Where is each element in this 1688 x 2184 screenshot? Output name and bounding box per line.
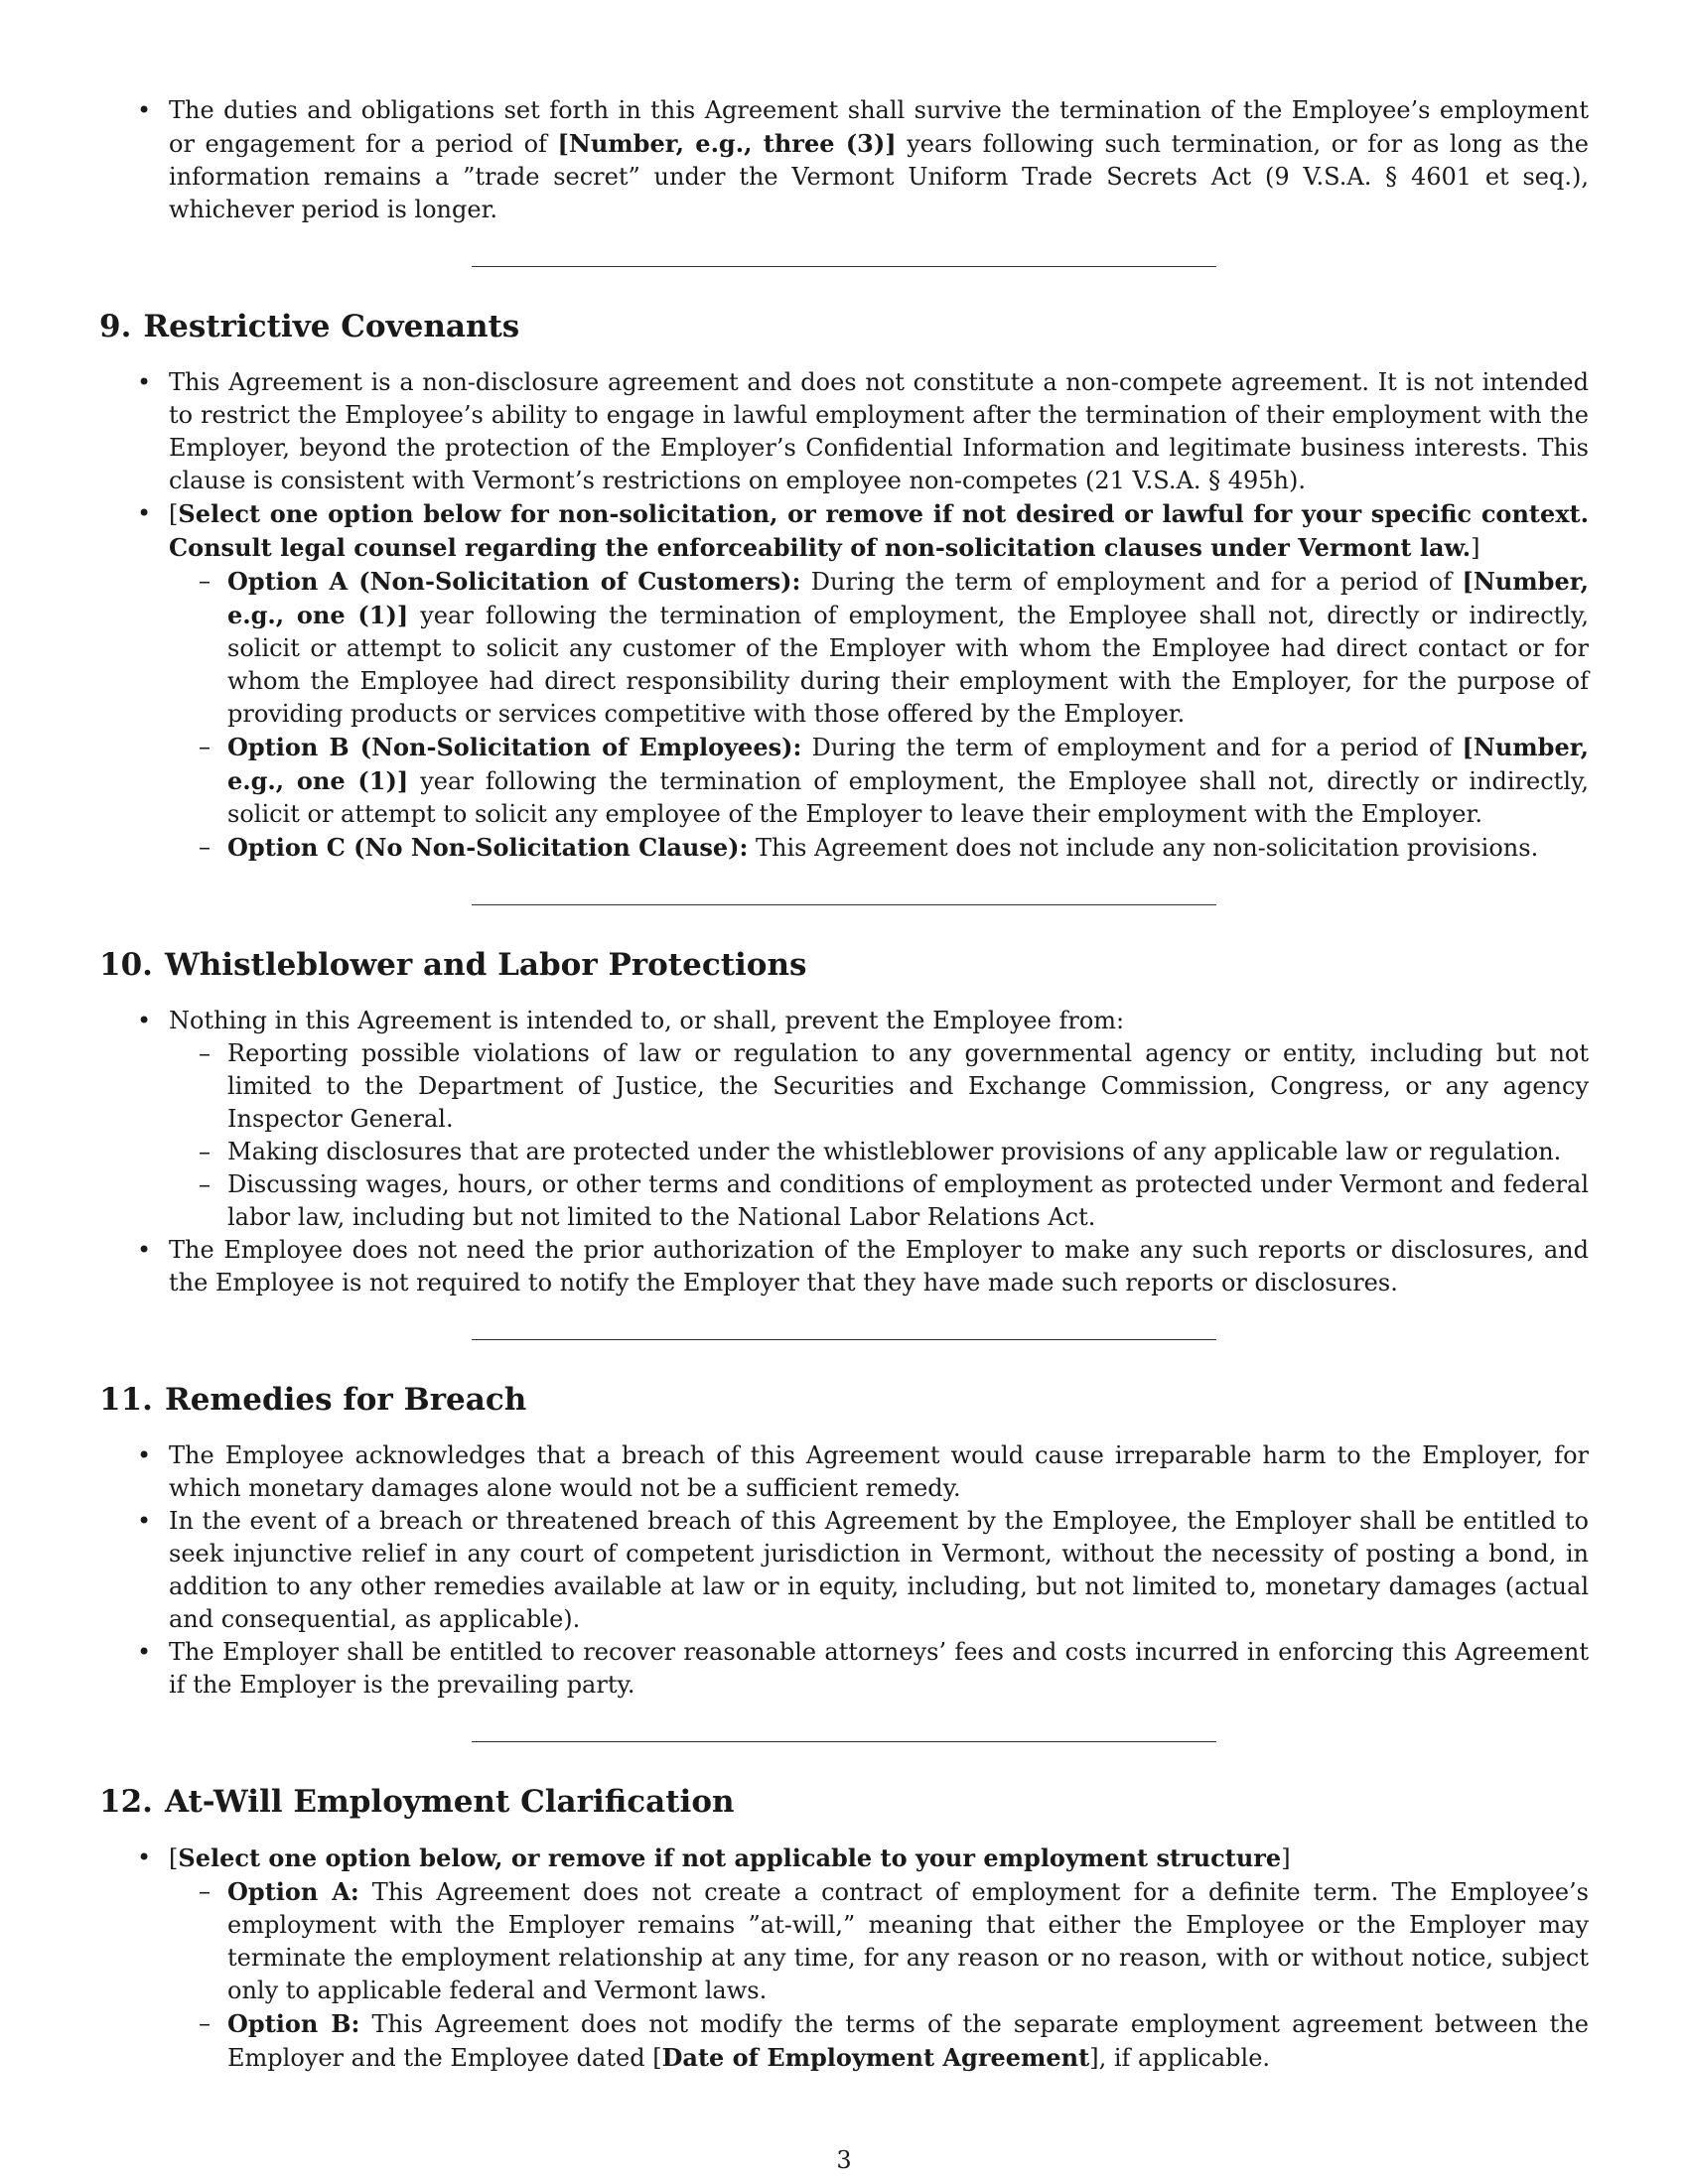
list-item: – Reporting possible violations of law or regulation to any governmental agency or entity, including but not limited to the Department of Justice, the Securities and Exchange Commission, Congress, or any agency Inspector General. [169,1037,1589,1136]
section-divider [472,1339,1216,1340]
section-12-options [169,1875,1589,2075]
list-item: • Nothing in this Agreement is intended to, or shall, prevent the Employee from: – Reporting possible violations of law or regulation to any governmental agency or entity, including but not limited to the Department of Justice, the Securities and Exchange Commission, Congress, or any agency Inspector General. – Making disclosures that are protected under the whistleblower provisions of any applicable law or regulation. – Discussing wages, hours, or other terms and conditions of employment as protected under Vermont and federal labor law, including but not limited to the National Labor Relations Act. [99,1005,1589,1234]
section-9-options [169,565,1589,865]
section-heading-11: 11. Remedies for Breach [99,1382,527,1418]
option-a: – Option A: This Agreement does not create a contract of employment for a definite term. The Employee’s employment with the Employer remains ”at-will,” meaning that either the Employee or the Employer may terminate the employment relationship at any time, for any reason or no reason, with or without notice, subject only to applicable federal and Vermont laws. [169,1875,1589,2007]
placeholder-bracket: [Number, e.g., three (3)] [557,129,897,158]
document-page [99,94,1589,2075]
list-item: • [Select one option below for non-solicitation, or remove if not desired or lawful for your specific context. Consult legal counsel regarding the enforceability of non-solicitation clauses under Vermont law.] – Option A (Non-Solicitation of Customers): During the term of employment and for a period of [Number, e.g., one (1)] year following the termination of employment, the Employee shall not, directly or indirectly, solicit or attempt to solicit any customer of the Employer with whom the Employee had direct contact or for whom the Employee had direct responsibility during their employment with the Employer, for the purpose of providing products or services competitive with those offered by the Employer. – Option B (Non-Solicitation of Employees): During the term of employment and for a period of [Number, e.g., one (1)] year following the termination of employment, the Employee shall not, directly or indirectly, solicit or attempt to solicit any employee of the Employer to leave their employment with the Employer. – Option C (No Non-Solicitation Clause): This Agreement does not include any non-solicitation provisions. [99,497,1589,865]
list-item: • The Employee acknowledges that a breach of this Agreement would cause irreparable harm to the Employer, for which monetary damages alone would not be a sufficient remedy. [99,1439,1589,1505]
list-item: • This Agreement is a non-disclosure agreement and does not constitute a non-compete agreement. It is not intended to restrict the Employee’s ability to engage in lawful employment after the termination of their employment with the Employer, beyond the protection of the Employer’s Confidential Information and legitimate business interests. This clause is consistent with Vermont’s restrictions on employee non-competes (21 V.S.A. § 495h). [99,366,1589,497]
list-item: • [Select one option below, or remove if not applicable to your employment structure] – Option A: This Agreement does not create a contract of employment for a definite term. The Employee’s employment with the Employer remains ”at-will,” meaning that either the Employee or the Employer may terminate the employment relationship at any time, for any reason or no reason, with or without notice, subject only to applicable federal and Vermont laws. – Option B: This Agreement does not modify the terms of the separate employment agreement between the Employer and the Employee dated [Date of Employment Agreement], if applicable. [99,1842,1589,2075]
list-item: • In the event of a breach or threatened breach of this Agreement by the Employee, the Employer shall be entitled to seek injunctive relief in any court of competent jurisdiction in Vermont, without the necessity of posting a bond, in addition to any other remedies available at law or in equity, including, but not limited to, monetary damages (actual and consequential, as applicable). [99,1505,1589,1636]
option-b: – Option B: This Agreement does not modify the terms of the separate employment agreement between the Employer and the Employee dated [Date of Employment Agreement], if applicable. [169,2007,1589,2075]
section-heading-10: 10. Whistleblower and Labor Protections [99,947,807,983]
section-divider [472,1741,1216,1742]
section-9-list [99,366,1589,865]
section-12-list [99,1842,1589,2075]
page-number: 3 [836,2146,852,2174]
list-item: – Discussing wages, hours, or other terms and conditions of employment as protected under Vermont and federal labor law, including but not limited to the National Labor Relations Act. [169,1168,1589,1234]
option-c: – Option C (No Non-Solicitation Clause): This Agreement does not include any non-solicitation provisions. [169,831,1589,865]
section-10-list [99,1005,1589,1299]
section-divider [472,266,1216,267]
list-item: – Making disclosures that are protected under the whistleblower provisions of any applicable law or regulation. [169,1136,1589,1168]
section-divider [472,904,1216,905]
section-heading-9: 9. Restrictive Covenants [99,309,520,344]
section-heading-12: 12. At-Will Employment Clarification [99,1784,735,1820]
intro-list [99,94,1589,226]
list-item: • The Employer shall be entitled to recover reasonable attorneys’ fees and costs incurred in enforcing this Agreement if the Employer is the prevailing party. [99,1636,1589,1702]
list-item: • The Employee does not need the prior authorization of the Employer to make any such reports or disclosures, and the Employee is not required to notify the Employer that they have made such reports or disclosures. [99,1234,1589,1299]
section-11-list [99,1439,1589,1702]
option-b: – Option B (Non-Solicitation of Employees): During the term of employment and for a period of [Number, e.g., one (1)] year following the termination of employment, the Employee shall not, directly or indirectly, solicit or attempt to solicit any employee of the Employer to leave their employment with the Employer. [169,731,1589,831]
survival-clause: • The duties and obligations set forth in this Agreement shall survive the termination of the Employee’s employment or engagement for a period of [Number, e.g., three (3)] years following such termination, or for as long as the information remains a ”trade secret” under the Vermont Uniform Trade Secrets Act (9 V.S.A. § 4601 et seq.), whichever period is longer. [99,94,1589,226]
section-10-sublist [169,1037,1589,1234]
option-a: – Option A (Non-Solicitation of Customers): During the term of employment and for a period of [Number, e.g., one (1)] year following the termination of employment, the Employee shall not, directly or indirectly, solicit or attempt to solicit any customer of the Employer with whom the Employee had direct contact or for whom the Employee had direct responsibility during their employment with the Employer, for the purpose of providing products or services competitive with those offered by the Employer. [169,565,1589,731]
